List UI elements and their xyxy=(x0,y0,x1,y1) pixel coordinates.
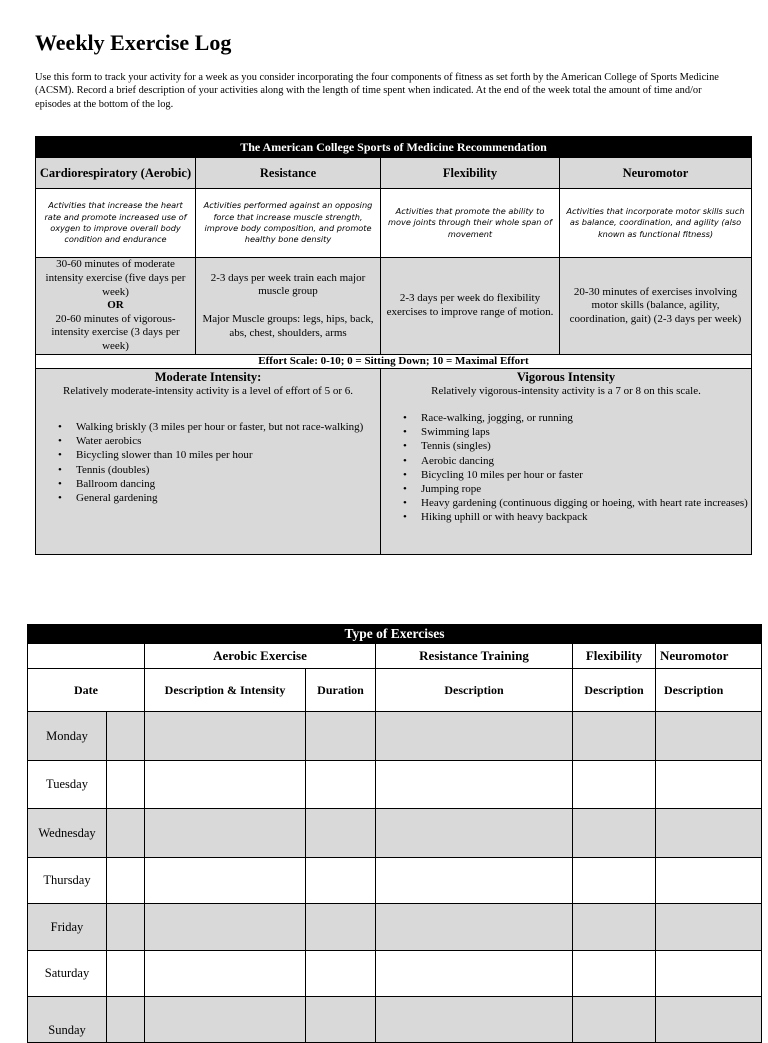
page-title: Weekly Exercise Log xyxy=(35,30,232,55)
list-item: • Heavy gardening (continuous digging or hoeing, with heart rate increases) xyxy=(401,496,751,510)
list-item: • Ballroom dancing xyxy=(56,477,380,491)
log-cell[interactable] xyxy=(107,997,145,1043)
log-cell[interactable] xyxy=(376,858,573,904)
description-flexibility: Activities that promote the ability to move joints through their whole span of movement xyxy=(381,189,560,258)
day-label: Friday xyxy=(28,904,107,951)
recommendation-neuromotor xyxy=(560,258,752,355)
rec-cardio-or: OR xyxy=(107,299,124,312)
group-neuromotor xyxy=(656,644,762,669)
log-cell[interactable] xyxy=(306,997,376,1043)
table-row xyxy=(28,809,762,858)
list-item: • Bicycling slower than 10 miles per hour xyxy=(56,448,380,462)
log-cell[interactable] xyxy=(573,809,656,858)
column-neuromotor-text: Description xyxy=(664,682,724,697)
moderate-intensity-cell xyxy=(36,369,381,555)
log-cell[interactable] xyxy=(107,809,145,858)
log-cell[interactable] xyxy=(656,809,762,858)
log-cell[interactable] xyxy=(656,712,762,761)
list-item: • Water aerobics xyxy=(56,434,380,448)
table-row xyxy=(28,712,762,761)
log-cell[interactable] xyxy=(145,809,306,858)
log-cell[interactable] xyxy=(306,858,376,904)
exercise-log-table xyxy=(27,624,762,1043)
log-cell[interactable] xyxy=(145,904,306,951)
rec-flexibility-days: 2-3 days per week do flexibility exercises to improve range of motion. xyxy=(386,292,554,318)
list-item: • Tennis (doubles) xyxy=(56,463,380,477)
group-neuromotor-text: Neuromotor xyxy=(660,648,729,663)
log-cell[interactable] xyxy=(573,712,656,761)
day-label: Tuesday xyxy=(28,761,107,809)
heading-neuromotor xyxy=(560,158,752,189)
day-label: Saturday xyxy=(28,951,107,997)
log-cell[interactable] xyxy=(306,761,376,809)
group-flexibility: Flexibility xyxy=(573,644,656,669)
log-cell[interactable] xyxy=(656,904,762,951)
column-flexibility-description: Description xyxy=(573,669,656,712)
log-corner-cell xyxy=(28,644,145,669)
log-cell[interactable] xyxy=(306,904,376,951)
log-cell[interactable] xyxy=(145,761,306,809)
list-item: • Swimming laps xyxy=(401,425,751,439)
list-item: • Aerobic dancing xyxy=(401,454,751,468)
log-cell[interactable] xyxy=(573,858,656,904)
log-cell[interactable] xyxy=(145,858,306,904)
column-neuromotor-description xyxy=(656,669,762,712)
log-cell[interactable] xyxy=(573,761,656,809)
recommendation-flexibility xyxy=(381,258,560,355)
log-cell[interactable] xyxy=(107,712,145,761)
vigorous-intensity-subtitle: Relatively vigorous-intensity activity is a 7 or 8 on this scale. xyxy=(431,385,701,397)
intro-paragraph: Use this form to track your activity for a week as you consider incorporating the four components of fitness as set forth by the American College of Sports Medicine (ACSM). Record a brief description of your activities along with the length of time spent when indicated. At the end of the week total the amount of time and/or episodes at the bottom of the log. xyxy=(35,72,719,110)
log-cell[interactable] xyxy=(107,951,145,997)
log-cell[interactable] xyxy=(306,809,376,858)
vigorous-intensity-cell xyxy=(381,369,752,555)
vigorous-intensity-title: Vigorous Intensity xyxy=(516,370,616,384)
log-cell[interactable] xyxy=(107,761,145,809)
column-aerobic-description: Description & Intensity xyxy=(145,669,306,712)
log-cell[interactable] xyxy=(145,997,306,1043)
recommendation-resistance xyxy=(196,258,381,355)
day-label: Sunday xyxy=(28,997,107,1043)
log-cell[interactable] xyxy=(107,904,145,951)
log-cell[interactable] xyxy=(306,951,376,997)
table-row xyxy=(28,997,762,1043)
log-cell[interactable] xyxy=(573,951,656,997)
heading-resistance: Resistance xyxy=(196,158,381,189)
log-cell[interactable] xyxy=(656,951,762,997)
group-aerobic: Aerobic Exercise xyxy=(145,644,376,669)
list-item: • Walking briskly (3 miles per hour or faster, but not race-walking) xyxy=(56,420,380,434)
log-cell[interactable] xyxy=(107,858,145,904)
rec-cardio-vigorous: 20-60 minutes of vigorous-intensity exercise (3 days per week) xyxy=(51,312,180,352)
heading-neuromotor-text: Neuromotor xyxy=(622,165,689,180)
column-resistance-description: Description xyxy=(376,669,573,712)
log-cell[interactable] xyxy=(656,858,762,904)
description-cardiorespiratory: Activities that increase the heart rate and promote increased use of oxygen to improve overall body condition and endurance xyxy=(36,189,196,258)
list-item: • Bicycling 10 miles per hour or faster xyxy=(401,468,751,482)
list-item: • Hiking uphill or with heavy backpack xyxy=(401,510,751,524)
table-row xyxy=(28,951,762,997)
log-cell[interactable] xyxy=(656,997,762,1043)
rec-cardio-moderate: 30-60 minutes of moderate intensity exercise (five days per week) xyxy=(45,258,186,298)
log-cell[interactable] xyxy=(376,761,573,809)
moderate-intensity-title: Moderate Intensity: xyxy=(154,370,262,384)
log-cell[interactable] xyxy=(306,712,376,761)
description-neuromotor: Activities that incorporate motor skills such as balance, coordination, and agility (also known as functional fitness) xyxy=(560,189,752,258)
table-row xyxy=(28,858,762,904)
log-cell[interactable] xyxy=(376,712,573,761)
rec-resistance-groups: Major Muscle groups: legs, hips, back, abs, chest, shoulders, arms xyxy=(202,313,374,339)
recommendation-cardiorespiratory xyxy=(36,258,196,355)
moderate-activity-list xyxy=(36,420,380,505)
day-label: Thursday xyxy=(28,858,107,904)
rec-neuromotor-minutes: 20-30 minutes of exercises involving motor skills (balance, agility, coordination, gait) (2-3 days per week) xyxy=(569,285,742,325)
log-cell[interactable] xyxy=(573,997,656,1043)
effort-scale: Effort Scale: 0-10; 0 = Sitting Down; 10 = Maximal Effort xyxy=(36,355,752,369)
log-cell[interactable] xyxy=(376,904,573,951)
log-cell[interactable] xyxy=(376,809,573,858)
day-label: Wednesday xyxy=(28,809,107,858)
list-item: • General gardening xyxy=(56,491,380,505)
heading-cardiorespiratory: Cardiorespiratory (Aerobic) xyxy=(36,158,196,189)
day-label: Monday xyxy=(28,712,107,761)
list-item: • Tennis (singles) xyxy=(401,439,751,453)
description-resistance: Activities performed against an opposing force that increase muscle strength, improve body composition, and promote healthy bone density xyxy=(196,189,381,258)
list-item: • Jumping rope xyxy=(401,482,751,496)
list-item: • Race-walking, jogging, or running xyxy=(401,411,751,425)
acsm-recommendation-table xyxy=(35,136,752,555)
log-cell[interactable] xyxy=(145,951,306,997)
acsm-banner: The American College Sports of Medicine Recommendation xyxy=(36,137,752,158)
log-cell[interactable] xyxy=(376,997,573,1043)
log-banner: Type of Exercises xyxy=(28,625,762,644)
log-cell[interactable] xyxy=(376,951,573,997)
vigorous-activity-list xyxy=(381,411,751,525)
column-date: Date xyxy=(28,669,145,712)
table-row xyxy=(28,904,762,951)
log-cell[interactable] xyxy=(656,761,762,809)
moderate-intensity-subtitle: Relatively moderate-intensity activity is a level of effort of 5 or 6. xyxy=(63,385,353,397)
table-row xyxy=(28,761,762,809)
heading-flexibility: Flexibility xyxy=(381,158,560,189)
log-cell[interactable] xyxy=(573,904,656,951)
rec-resistance-days: 2-3 days per week train each major muscle group xyxy=(210,271,366,298)
column-duration: Duration xyxy=(306,669,376,712)
group-resistance: Resistance Training xyxy=(376,644,573,669)
log-cell[interactable] xyxy=(145,712,306,761)
